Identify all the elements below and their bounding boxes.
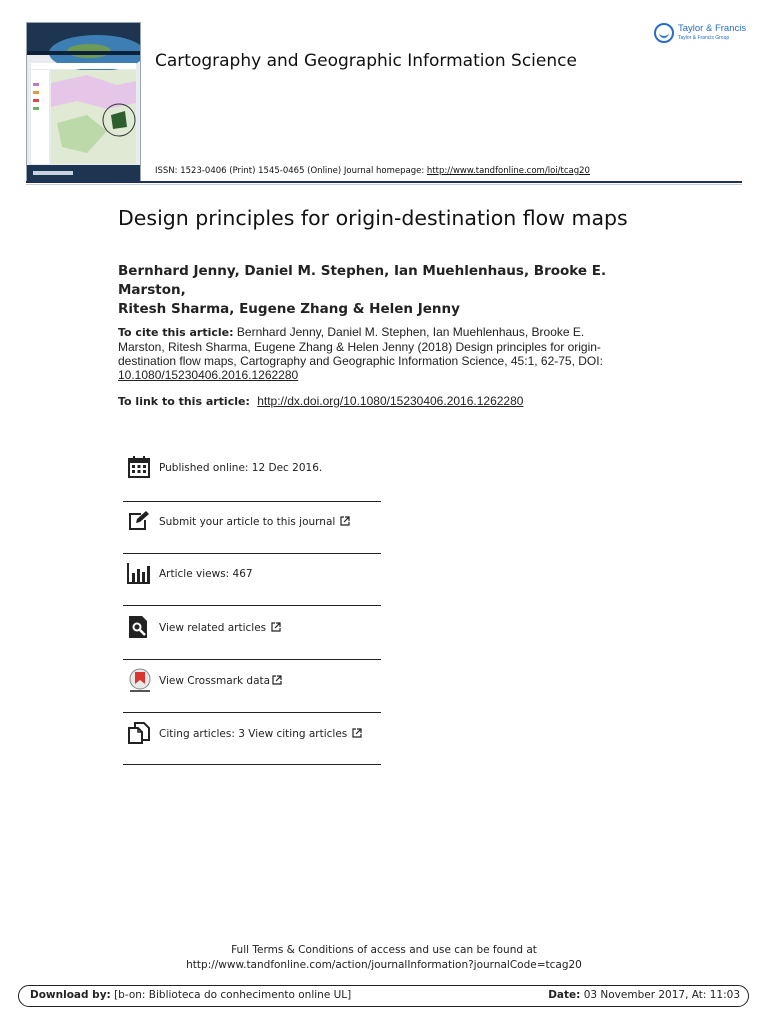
journal-title: Cartography and Geographic Information Science <box>155 51 577 71</box>
article-link-label: To link to this article: <box>118 395 250 408</box>
list-divider <box>123 764 381 765</box>
citing-articles-label <box>159 728 362 741</box>
external-link-icon <box>272 675 282 688</box>
terms-url-link[interactable]: http://www.tandfonline.com/action/journalInformation?journalCode=tcag20 <box>186 959 582 971</box>
calendar-icon <box>127 455 153 481</box>
article-views-label: Article views: 467 <box>159 568 253 580</box>
publisher-logo-icon <box>654 23 674 43</box>
download-date-value: 03 November 2017, At: 11:03 <box>583 989 740 1001</box>
citation-doi-link[interactable]: 10.1080/15230406.2016.1262280 <box>118 368 299 382</box>
journal-homepage-link[interactable]: http://www.tandfonline.com/loi/tcag20 <box>426 166 590 176</box>
publisher-name: Taylor & Francis <box>678 23 747 34</box>
terms-notice <box>0 943 768 973</box>
header-divider <box>26 181 742 183</box>
bar-chart-icon <box>127 561 153 587</box>
list-divider <box>123 553 381 554</box>
external-link-icon <box>352 728 362 741</box>
published-online-item <box>123 455 381 481</box>
article-title: Design principles for origin-destination flow maps <box>118 206 628 230</box>
external-link-icon <box>271 622 281 635</box>
citation-block <box>118 325 618 382</box>
issn-line <box>155 166 590 176</box>
download-by-label: Download by: <box>30 989 111 1001</box>
download-date <box>548 989 740 1001</box>
article-doi-link[interactable]: http://dx.doi.org/10.1080/15230406.2016.1262280 <box>257 394 524 408</box>
article-authors <box>118 262 678 319</box>
article-link-line <box>118 394 523 408</box>
download-date-label: Date: <box>548 989 581 1001</box>
issn-text: ISSN: 1523-0406 (Print) 1545-0465 (Online) Journal homepage: <box>155 166 425 176</box>
submit-article-item[interactable] <box>123 509 381 535</box>
download-info-bar <box>18 985 749 1007</box>
citing-articles-text: Citing articles: 3 View citing articles <box>159 727 348 740</box>
submit-article-text: Submit your article to this journal <box>159 515 336 528</box>
journal-cover-image <box>26 22 141 182</box>
related-articles-text: View related articles <box>159 621 267 634</box>
published-online-label: Published online: 12 Dec 2016. <box>159 462 323 474</box>
list-divider <box>123 605 381 606</box>
crossmark-item[interactable] <box>123 668 381 694</box>
article-views-item <box>123 561 381 587</box>
related-articles-item[interactable] <box>123 615 381 641</box>
citation-label: To cite this article: <box>118 326 234 339</box>
list-divider <box>123 659 381 660</box>
authors-line-2: Ritesh Sharma, Eugene Zhang & Helen Jenny <box>118 301 460 317</box>
edit-icon <box>127 509 153 535</box>
crossmark-icon <box>127 668 153 694</box>
external-link-icon <box>340 516 350 529</box>
publisher-logo[interactable] <box>654 22 749 48</box>
authors-line-1: Bernhard Jenny, Daniel M. Stephen, Ian Muehlenhaus, Brooke E. Marston, <box>118 263 607 298</box>
header-divider-secondary <box>26 184 742 185</box>
citation-text: Bernhard Jenny, Daniel M. Stephen, Ian Muehlenhaus, Brooke E. Marston, Ritesh Sharma, Eugene Zhang & Helen Jenny (2018) Design principles for origin-destination flow maps, Cartography and Geographic Information Science, 45:1, 62-75, DOI: <box>118 325 603 368</box>
search-document-icon <box>127 615 153 641</box>
list-divider <box>123 501 381 502</box>
crossmark-text: View Crossmark data <box>159 674 271 687</box>
list-divider <box>123 712 381 713</box>
publisher-subname: Taylor & Francis Group <box>678 35 730 41</box>
citing-articles-item[interactable] <box>123 721 381 747</box>
related-articles-label <box>159 622 281 635</box>
terms-line-1: Full Terms & Conditions of access and use can be found at <box>231 944 537 956</box>
citing-documents-icon <box>127 721 153 747</box>
download-by-value: [b-on: Biblioteca do conhecimento online UL] <box>114 989 352 1001</box>
submit-article-label <box>159 516 350 529</box>
download-by <box>30 989 351 1001</box>
crossmark-label <box>159 675 282 688</box>
